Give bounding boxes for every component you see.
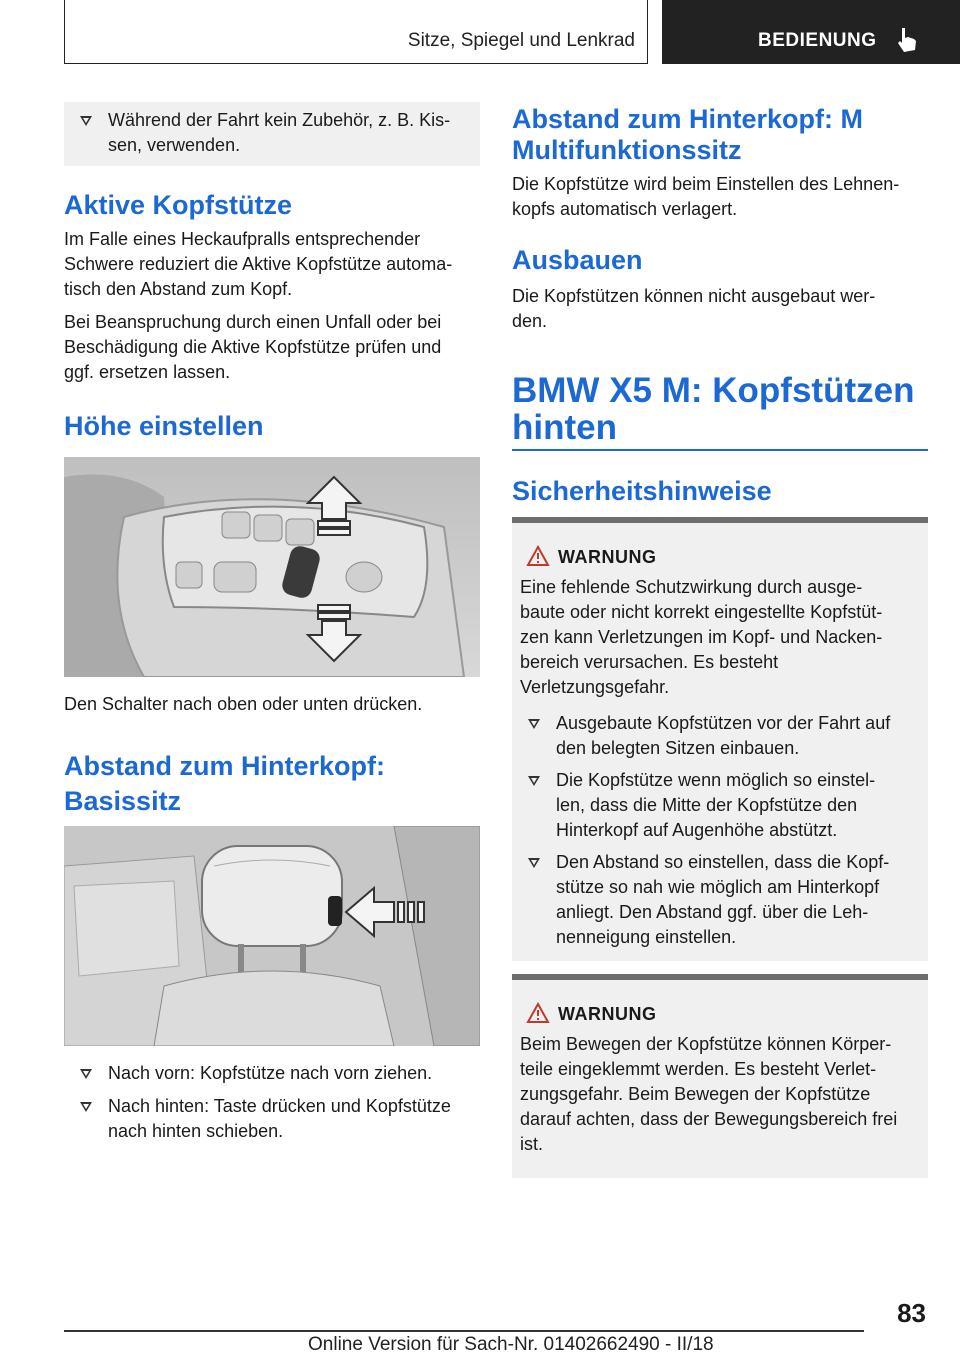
aktive-heading: Aktive Kopfstütze bbox=[64, 190, 293, 220]
headrest-photo bbox=[64, 826, 480, 1046]
note-text: Während der Fahrt kein Zubehör, z. B. Kis‐ sen, verwenden. bbox=[108, 110, 451, 155]
headrest-illustration bbox=[64, 826, 480, 1046]
triangle-bullet-icon bbox=[528, 719, 540, 729]
header-section-box bbox=[64, 0, 648, 64]
heading-rule bbox=[512, 449, 928, 451]
sicherheit-heading: Sicherheitshinweise bbox=[512, 476, 772, 506]
header-chapter-label: BEDIENUNG bbox=[758, 30, 877, 51]
m-heading: Abstand zum Hinterkopf: M Multifunktionssitz bbox=[512, 104, 863, 165]
hoehe-heading: Höhe einstellen bbox=[64, 411, 264, 441]
warning-box-2 bbox=[512, 974, 928, 1178]
m-text: Die Kopfstütze wird beim Einstellen des Lehnen‐ kopfs automatisch verlagert. bbox=[512, 174, 900, 219]
footer-rule bbox=[64, 1330, 864, 1332]
warning-triangle-icon bbox=[526, 1002, 550, 1024]
page-number: 83 bbox=[897, 1298, 926, 1328]
seat-switch-photo bbox=[64, 457, 480, 677]
triangle-bullet-icon bbox=[80, 116, 92, 126]
warning-box-1: WARNUNG Eine fehlende Schutzwirkung durch ausge‐ baute oder nicht korrekt eingestellte Kopfstüt‐ zen kann Verletzungen im Kopf- und Nacken‐ bereich verursachen. Es besteht Verletzungsgefahr. Ausgebaute Kopfstützen vor der Fahrt auf den belegten Sitzen einbauen. Die Kopfstütze wenn möglich so einstel‐ len, dass die Mitte der Kopfstütze den Hinterkopf auf Augenhöhe abstützt. Den Abstand so einstellen, dass die Kopf‐ stütze so nah wie möglich am Hinterkopf anliegt. Den Abstand ggf. über die Leh‐ nenneigung einstellen. bbox=[512, 517, 928, 961]
note-box bbox=[64, 102, 480, 166]
triangle-bullet-icon bbox=[80, 1069, 92, 1079]
warning-text-2: Beim Bewegen der Kopfstütze können Körper‐ teile eingeklemmt werden. Es besteht Verlet‐ zungsgefahr. Beim Bewegen der Kopfstütze darauf achten, dass der Bewegungsbereich frei ist. bbox=[520, 1034, 898, 1154]
header-chapter-tab[interactable] bbox=[662, 0, 960, 64]
ausbauen-text: Die Kopfstützen können nicht ausgebaut wer‐ den. bbox=[512, 286, 876, 331]
footer-text: Online Version für Sach-Nr. 01402662490 - II/18 bbox=[308, 1334, 714, 1355]
header-section-title: Sitze, Spiegel und Lenkrad bbox=[407, 30, 635, 51]
warning-title-2: WARNUNG bbox=[558, 1004, 657, 1024]
warning-title-1: WARNUNG bbox=[558, 547, 657, 567]
main-heading: BMW X5 M: Kopfstützen hinten bbox=[512, 371, 915, 447]
warning-triangle-icon bbox=[526, 545, 550, 567]
aktive-paragraph-2: Bei Beanspruchung durch einen Unfall oder bei Beschädigung die Aktive Kopfstütze prüfen und ggf. ersetzen lassen. bbox=[64, 312, 442, 382]
abstand-heading: Abstand zum Hinterkopf: Basissitz bbox=[64, 751, 385, 816]
hoehe-caption: Den Schalter nach oben oder unten drücken. bbox=[64, 694, 423, 714]
triangle-bullet-icon bbox=[80, 1102, 92, 1112]
ausbauen-heading: Ausbauen bbox=[512, 245, 643, 275]
seat-switch-illustration bbox=[64, 457, 480, 677]
pointing-hand-icon bbox=[894, 26, 920, 54]
triangle-bullet-icon bbox=[528, 858, 540, 868]
aktive-paragraph-1: Im Falle eines Heckaufpralls entsprechender Schwere reduziert die Aktive Kopfstütze automa‐ tisch den Abstand zum Kopf. bbox=[64, 229, 453, 299]
warning-text-1: Eine fehlende Schutzwirkung durch ausge‐ baute oder nicht korrekt eingestellte Kopfstüt‐ zen kann Verletzungen im Kopf- und Nacken‐ bereich verursachen. Es besteht Verletzungsgefahr. bbox=[520, 577, 883, 697]
triangle-bullet-icon bbox=[528, 776, 540, 786]
